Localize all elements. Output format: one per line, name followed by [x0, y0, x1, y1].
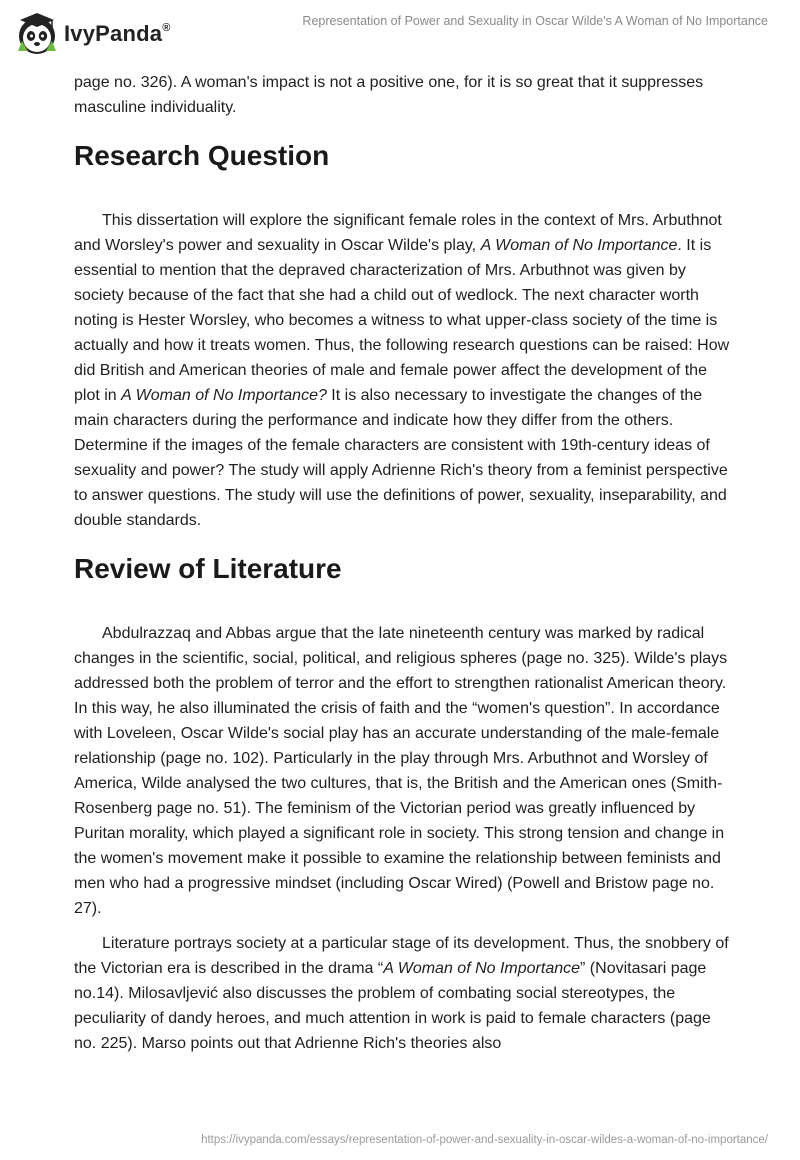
source-url[interactable]: https://ivypanda.com/essays/representation-of-power-and-sexuality-in-oscar-wildes-a-woman-of-no-importance/ — [201, 1134, 768, 1146]
literature-review-heading: Review of Literature — [74, 553, 342, 584]
literature-paragraph-2: Literature portrays society at a particular stage of its development. Thus, the snobbery of the Victorian era is described in the drama “A Woman of No Importance” (Novitasari page no.14). Milosavljević also discusses the problem of combating social stereotypes, the peculiarity of dandy heroes, and much attention in work is paid to female characters (page no. 225). Marso points out that Adrienne Rich's theories also — [74, 935, 729, 1052]
research-question-paragraph: This dissertation will explore the significant female roles in the context of Mrs. Arbuthnot and Worsley's power and sexuality in Oscar Wilde's play, A Woman of No Importance. It is essential to mention that the depraved characterization of Mrs. Arbuthnot was given by society because of the fact that she had a child out of wedlock. The next character worth noting is Hester Worsley, who becomes a witness to what upper-class society of the time is actually and how it treats women. Thus, the following research questions can be raised: How did British and American theories of male and female power affect the development of the plot in A Woman of No Importance? It is also necessary to investigate the changes of the main characters during the performance and indicate how they differ from the others. Determine if the images of the female characters are consistent with 19th-century ideas of sexuality and power? The study will apply Adrienne Rich's theory from a feminist perspective to answer questions. The study will use the definitions of power, sexuality, inseparability, and double standards. — [74, 212, 730, 529]
essay-body — [74, 70, 730, 1056]
logo[interactable] — [14, 11, 171, 57]
research-question-heading: Research Question — [74, 140, 330, 171]
document-title: Representation of Power and Sexuality in Oscar Wilde's A Woman of No Importance — [302, 14, 768, 28]
italic-title: A Woman of No Importance? — [121, 387, 327, 404]
page-header — [0, 0, 800, 64]
panda-logo-icon — [14, 11, 60, 57]
registered-mark: ® — [162, 21, 171, 34]
logo-text: IvyPanda — [64, 21, 163, 46]
intro-paragraph: page no. 326). A woman's impact is not a positive one, for it is so great that it suppresses masculine individuality. — [74, 74, 704, 116]
italic-title: A Woman of No Importance — [480, 237, 678, 254]
literature-paragraph-1: Abdulrazzaq and Abbas argue that the late nineteenth century was marked by radical changes in the scientific, social, political, and religious spheres (page no. 325). Wilde's plays addressed both the problem of terror and the effort to strengthen rationalist American theory. In this way, he also illuminated the crisis of faith and the “women's question”. In accordance with Loveleen, Oscar Wilde's social play has an accurate understanding of the male-female relationship (page no. 102). Particularly in the play through Mrs. Arbuthnot and Worsley of America, Wilde analysed the two cultures, that is, the British and the American ones (Smith-Rosenberg page no. 51). The feminism of the Victorian period was greatly influenced by Puritan morality, which played a significant role in society. This strong tension and change in the women's movement make it possible to examine the relationship between feminists and men who had a progressive mindset (including Oscar Wired) (Powell and Bristow page no. 27). — [74, 625, 728, 917]
italic-title: A Woman of No Importance — [383, 960, 581, 977]
